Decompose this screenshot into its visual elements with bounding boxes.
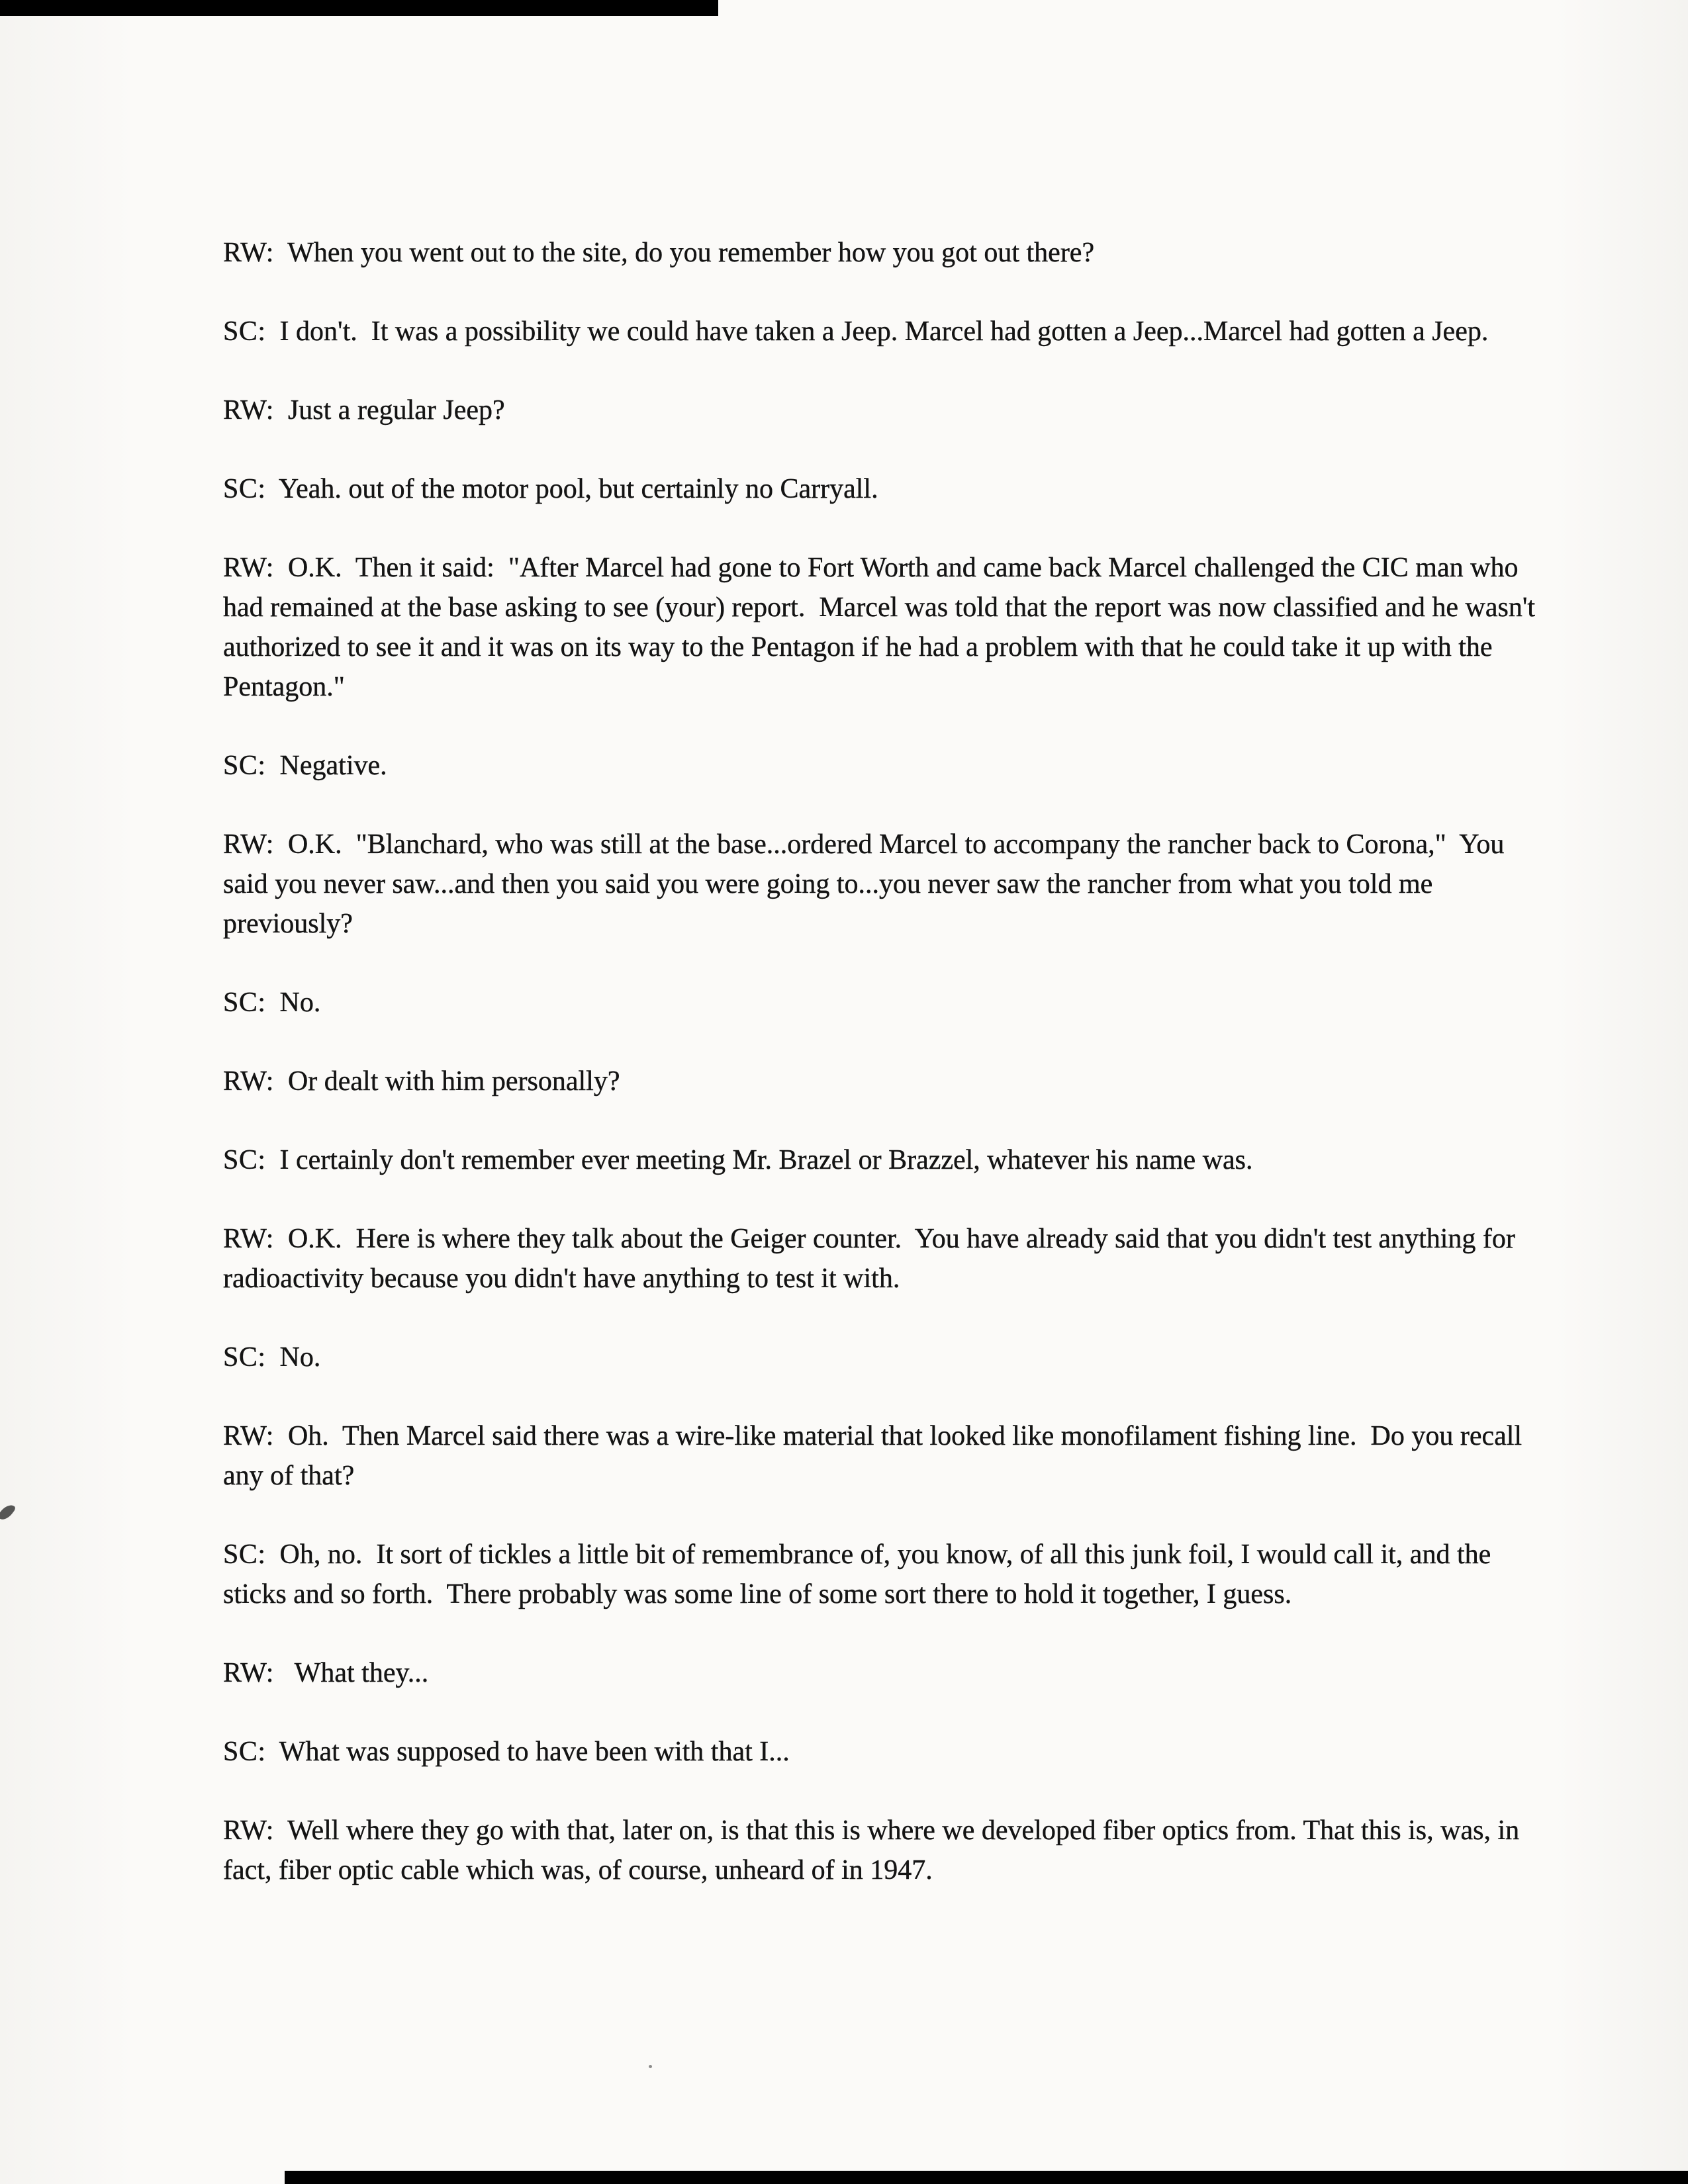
scan-artifact-top-bar (0, 0, 718, 16)
speaker-label: RW: (223, 553, 274, 583)
scan-artifact-bottom-bar (285, 2171, 1688, 2184)
utterance-text: Or dealt with him personally? (287, 1066, 620, 1097)
transcript-paragraph (223, 1416, 1537, 1496)
transcript-paragraph (223, 312, 1537, 351)
transcript-paragraph (223, 825, 1537, 944)
utterance-text: Just a regular Jeep? (287, 395, 505, 426)
scan-artifact-dot (649, 2065, 652, 2068)
utterance-text: What was supposed to have been with that I... (279, 1737, 790, 1767)
transcript (223, 233, 1542, 1929)
transcript-paragraph (223, 746, 1537, 786)
utterance-text: No. (279, 987, 321, 1018)
transcript-paragraph (223, 469, 1537, 509)
utterance-text: O.K. Then it said: "After Marcel had gone to Fort Worth and came back Marcel challenged the CIC man who had remained at the base asking to see (your) report. Marcel was told that the report was now classified and he wasn't authorized to see it and it was on its way to the Pentagon if he had a problem with that he could take it up with the Pentagon." (223, 553, 1542, 702)
speaker-label: SC: (223, 1145, 266, 1175)
utterance-text: When you went out to the site, do you remember how you got out there? (287, 238, 1095, 268)
speaker-label: RW: (223, 395, 274, 426)
transcript-paragraph (223, 548, 1542, 707)
speaker-label: SC: (223, 1342, 266, 1373)
utterance-text: No. (279, 1342, 321, 1373)
transcript-paragraph (223, 983, 1537, 1023)
transcript-paragraph (223, 390, 1537, 430)
speaker-label: RW: (223, 1224, 274, 1254)
speaker-label: SC: (223, 1737, 266, 1767)
utterance-text: Negative. (279, 751, 387, 781)
speaker-label: SC: (223, 474, 266, 504)
scan-artifact-edge-mark (0, 1503, 17, 1522)
utterance-text: O.K. "Blanchard, who was still at the base...ordered Marcel to accompany the rancher back to Corona," You said you never saw...and then you said you were going to...you never saw the rancher from what you told me previously? (223, 829, 1511, 939)
speaker-label: RW: (223, 1066, 274, 1097)
utterance-text: What they... (287, 1658, 429, 1688)
transcript-paragraph (223, 1062, 1537, 1101)
utterance-text: I don't. It was a possibility we could have taken a Jeep. Marcel had gotten a Jeep...Marcel had gotten a Jeep. (279, 316, 1489, 347)
utterance-text: Oh. Then Marcel said there was a wire-like material that looked like monofilament fishing line. Do you recall any of that? (223, 1421, 1529, 1491)
utterance-text: Well where they go with that, later on, is that this is where we developed fiber optics from. That this is, was, in fact, fiber optic cable which was, of course, unheard of in 1947. (223, 1815, 1526, 1886)
speaker-label: RW: (223, 1658, 274, 1688)
transcript-paragraph (223, 1219, 1537, 1298)
transcript-paragraph (223, 1732, 1537, 1772)
speaker-label: SC: (223, 1539, 266, 1570)
transcript-paragraph (223, 1811, 1537, 1890)
utterance-text: O.K. Here is where they talk about the Geiger counter. You have already said that you didn't test anything for radioactivity because you didn't have anything to test it with. (223, 1224, 1523, 1294)
transcript-paragraph (223, 1140, 1537, 1180)
speaker-label: SC: (223, 987, 266, 1018)
speaker-label: SC: (223, 751, 266, 781)
utterance-text: Oh, no. It sort of tickles a little bit of remembrance of, you know, of all this junk foil, I would call it, and the sticks and so forth. There probably was some line of some sort there to hold it together, I guess. (223, 1539, 1498, 1610)
speaker-label: RW: (223, 238, 274, 268)
transcript-paragraph (223, 1338, 1537, 1377)
transcript-paragraph (223, 1653, 1537, 1693)
speaker-label: RW: (223, 1421, 274, 1451)
speaker-label: SC: (223, 316, 266, 347)
transcript-paragraph (223, 233, 1537, 273)
transcript-paragraph (223, 1535, 1537, 1614)
utterance-text: I certainly don't remember ever meeting Mr. Brazel or Brazzel, whatever his name was. (279, 1145, 1253, 1175)
speaker-label: RW: (223, 1815, 274, 1846)
utterance-text: Yeah. out of the motor pool, but certainly no Carryall. (279, 474, 878, 504)
speaker-label: RW: (223, 829, 274, 860)
